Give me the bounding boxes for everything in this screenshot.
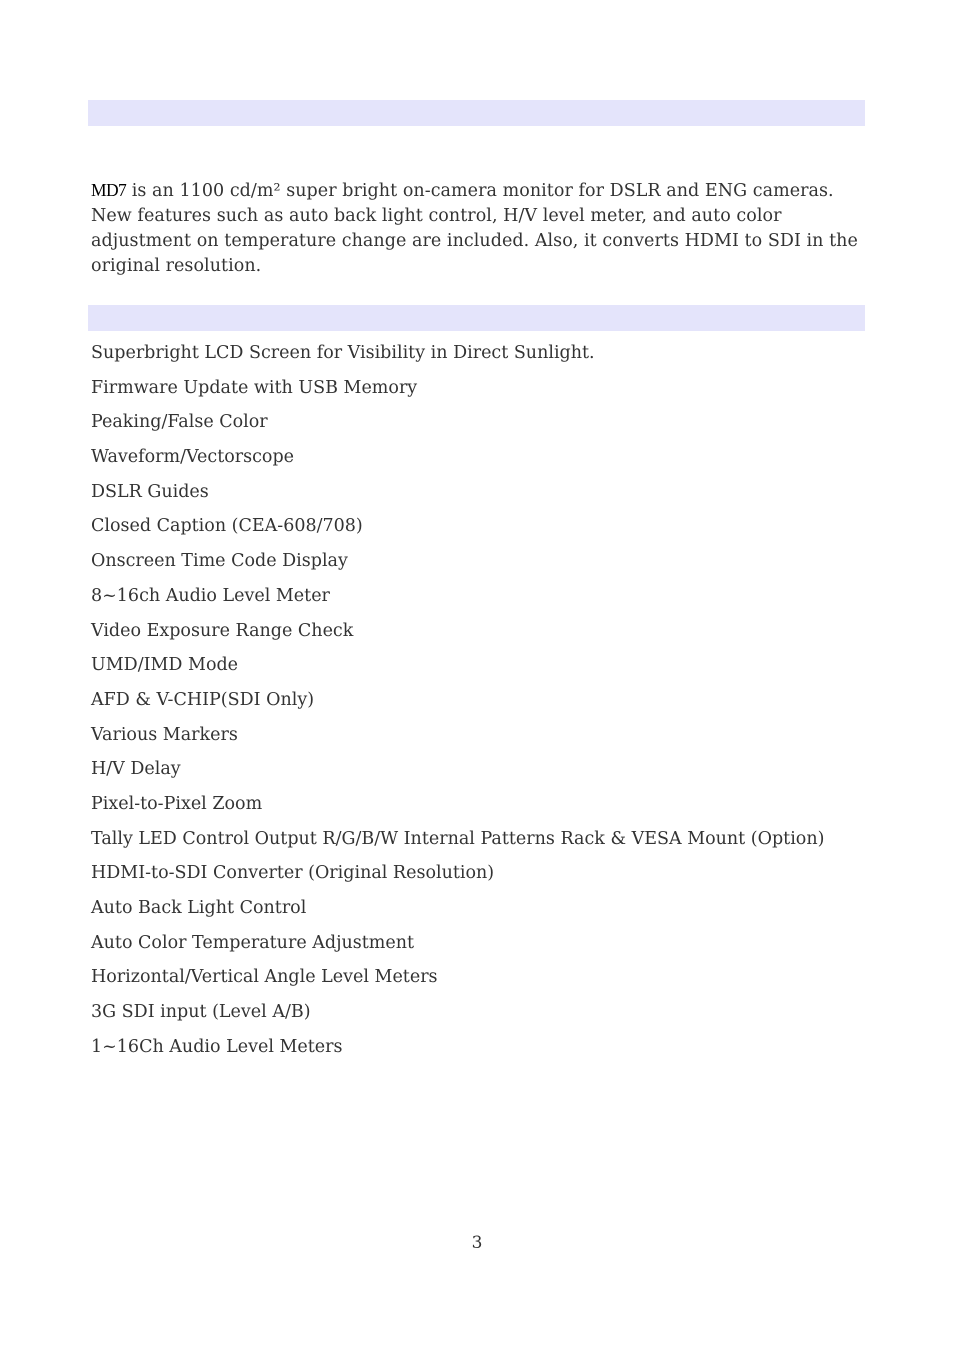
feature-item: 8~16ch Audio Level Meter bbox=[91, 585, 330, 606]
feature-item: Pixel-to-Pixel Zoom bbox=[91, 793, 263, 814]
feature-list bbox=[91, 339, 824, 1067]
intro-text: is an 1100 cd/m² super bright on-camera monitor for DSLR and ENG cameras. New features such as auto back light control, H/V level meter, and auto color adjustment on temperature change are included. Also, it converts HDMI to SDI in the original resolution. bbox=[91, 180, 858, 276]
feature-item: H/V Delay bbox=[91, 759, 181, 780]
feature-item: Horizontal/Vertical Angle Level Meters bbox=[91, 967, 438, 988]
feature-item: HDMI-to-SDI Converter (Original Resolution) bbox=[91, 863, 495, 884]
feature-item: Firmware Update with USB Memory bbox=[91, 377, 418, 398]
feature-item: Superbright LCD Screen for Visibility in Direct Sunlight. bbox=[91, 343, 595, 363]
feature-item: UMD/IMD Mode bbox=[91, 655, 239, 676]
section-header-bar bbox=[88, 100, 865, 126]
feature-item: Auto Color Temperature Adjustment bbox=[91, 932, 415, 953]
feature-item: Closed Caption (CEA-608/708) bbox=[91, 516, 363, 537]
feature-item: Video Exposure Range Check bbox=[91, 620, 354, 641]
page-number: 3 bbox=[471, 1233, 483, 1253]
feature-item: 1~16Ch Audio Level Meters bbox=[91, 1036, 343, 1057]
feature-item: Waveform/Vectorscope bbox=[91, 447, 295, 468]
feature-item: DSLR Guides bbox=[91, 481, 209, 502]
feature-item: Peaking/False Color bbox=[91, 412, 268, 433]
feature-item: Onscreen Time Code Display bbox=[91, 551, 348, 572]
feature-item: Auto Back Light Control bbox=[91, 898, 307, 918]
feature-item: 3G SDI input (Level A/B) bbox=[91, 1002, 311, 1023]
feature-item: Various Markers bbox=[91, 724, 238, 745]
section-header-bar bbox=[88, 305, 865, 331]
feature-item: Tally LED Control Output R/G/B/W Internal Patterns Rack & VESA Mount (Option) bbox=[91, 828, 825, 849]
model-name: MD7 bbox=[91, 179, 127, 200]
intro-paragraph bbox=[91, 178, 861, 279]
feature-item: AFD & V-CHIP(SDI Only) bbox=[91, 689, 315, 710]
